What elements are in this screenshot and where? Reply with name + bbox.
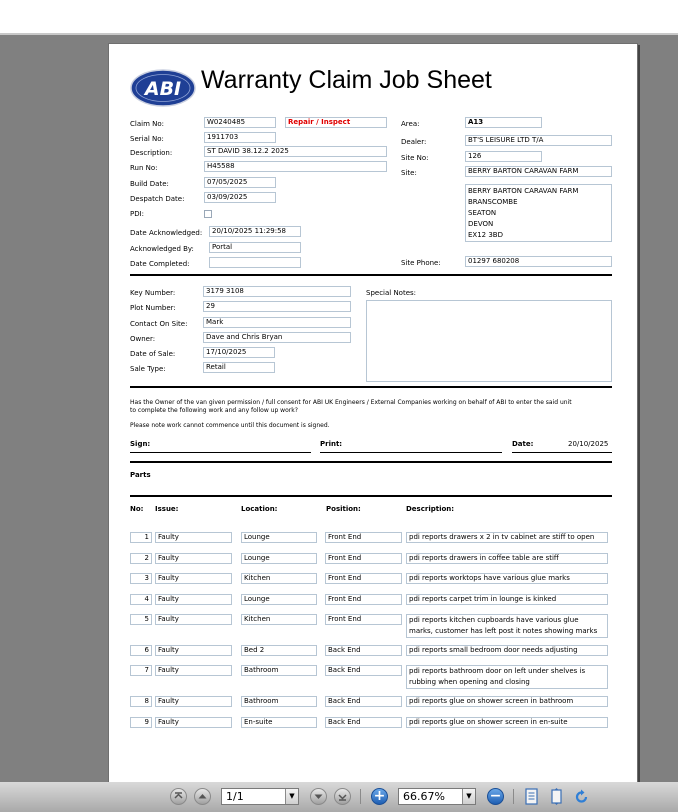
address-line: BRANSCOMBE — [468, 198, 518, 206]
part-no: 1 — [130, 532, 152, 543]
part-description: pdi reports worktops have various glue marks — [406, 573, 608, 584]
last-page-icon — [335, 789, 350, 804]
part-issue: Faulty — [155, 573, 232, 584]
parts-heading: Parts — [130, 471, 151, 479]
date-completed-label: Date Completed: — [130, 260, 190, 268]
col-header-issue: Issue: — [155, 505, 179, 513]
run-no-field: H45588 — [204, 161, 387, 172]
area-field: A13 — [465, 117, 542, 128]
site-field: BERRY BARTON CARAVAN FARM — [465, 166, 612, 177]
claim-type-field: Repair / Inspect — [285, 117, 387, 128]
pdi-checkbox — [204, 210, 212, 218]
despatch-date-label: Despatch Date: — [130, 195, 185, 203]
build-date-label: Build Date: — [130, 180, 169, 188]
consent-text-line2: to complete the following work and any follow up work? — [130, 407, 298, 414]
despatch-date-field: 03/09/2025 — [204, 192, 276, 203]
first-page-button[interactable] — [170, 788, 187, 805]
contact-on-site-field: Mark — [203, 317, 351, 328]
part-issue: Faulty — [155, 665, 232, 676]
col-header-location: Location: — [241, 505, 278, 513]
key-number-field: 3179 3108 — [203, 286, 351, 297]
part-no: 7 — [130, 665, 152, 676]
zoom-out-icon: − — [489, 788, 502, 804]
zoom-in-icon: + — [373, 788, 386, 804]
part-description-line: pdi reports kitchen cupboards have various glue — [409, 616, 579, 624]
part-position: Front End — [325, 532, 402, 543]
section-divider — [130, 386, 612, 388]
previous-page-icon — [195, 789, 210, 804]
sale-type-field: Retail — [203, 362, 275, 373]
address-line: DEVON — [468, 220, 494, 228]
toolbar-separator — [360, 789, 361, 804]
part-no: 4 — [130, 594, 152, 605]
pdi-label: PDI: — [130, 210, 145, 218]
part-description-line: rubbing when opening and closing — [409, 678, 530, 686]
address-line: BERRY BARTON CARAVAN FARM — [468, 187, 579, 195]
document-page — [108, 43, 638, 790]
fit-page-icon[interactable] — [549, 788, 564, 805]
site-no-field: 126 — [465, 151, 542, 162]
col-header-no: No: — [130, 505, 144, 513]
owner-label: Owner: — [130, 335, 156, 343]
part-description: pdi reports glue on shower screen in en-suite — [406, 717, 608, 728]
part-location: Bathroom — [241, 665, 317, 676]
part-position: Back End — [325, 696, 402, 707]
col-header-description: Description: — [406, 505, 455, 513]
site-phone-field: 01297 680208 — [465, 256, 612, 267]
part-location: Kitchen — [241, 614, 317, 625]
part-description: pdi reports carpet trim in lounge is kinked — [406, 594, 608, 605]
address-box — [465, 184, 612, 242]
date-label: Date: — [512, 440, 534, 448]
serial-no-label: Serial No: — [130, 135, 164, 143]
plot-number-field: 29 — [203, 301, 351, 312]
section-divider — [130, 461, 612, 463]
part-description-line: marks, customer has left post it notes showing marks — [409, 627, 598, 635]
print-line — [320, 452, 502, 453]
acknowledged-by-label: Acknowledged By: — [130, 245, 194, 253]
part-issue: Faulty — [155, 696, 232, 707]
zoom-in-button[interactable] — [371, 788, 388, 805]
date-of-sale-label: Date of Sale: — [130, 350, 176, 358]
viewer-top-divider — [0, 33, 678, 35]
part-description-line: pdi reports bathroom door on left under shelves is — [409, 667, 586, 675]
plot-number-label: Plot Number: — [130, 304, 176, 312]
part-location: En-suite — [241, 717, 317, 728]
part-location: Kitchen — [241, 573, 317, 584]
address-line: EX12 3BD — [468, 231, 503, 239]
area-label: Area: — [401, 120, 420, 128]
part-location: Lounge — [241, 594, 317, 605]
part-position: Front End — [325, 553, 402, 564]
zoom-select[interactable] — [398, 788, 476, 805]
next-page-icon — [311, 789, 326, 804]
col-header-position: Position: — [326, 505, 361, 513]
chevron-down-icon: ▼ — [462, 789, 475, 804]
part-description: pdi reports drawers x 2 in tv cabinet are stiff to open — [406, 532, 608, 543]
part-position: Back End — [325, 665, 402, 676]
date-acknowledged-field: 20/10/2025 11:29:58 — [209, 226, 301, 237]
zoom-out-button[interactable] — [487, 788, 504, 805]
zoom-select-value: 66.67% — [403, 790, 445, 803]
part-no: 8 — [130, 696, 152, 707]
run-no-label: Run No: — [130, 164, 158, 172]
claim-no-field: W0240485 — [204, 117, 276, 128]
part-position: Front End — [325, 594, 402, 605]
part-location: Lounge — [241, 532, 317, 543]
section-divider — [130, 495, 612, 497]
part-description — [406, 665, 608, 689]
sign-label: Sign: — [130, 440, 151, 448]
sale-type-label: Sale Type: — [130, 365, 166, 373]
logo-text: ABI — [144, 78, 182, 100]
part-description: pdi reports small bedroom door needs adjusting — [406, 645, 608, 656]
date-value: 20/10/2025 — [568, 440, 609, 448]
claim-no-label: Claim No: — [130, 120, 164, 128]
part-issue: Faulty — [155, 645, 232, 656]
serial-no-field: 1911703 — [204, 132, 276, 143]
next-page-button[interactable] — [310, 788, 327, 805]
site-phone-label: Site Phone: — [401, 259, 441, 267]
description-label: Description: — [130, 149, 173, 157]
part-description — [406, 614, 608, 638]
part-no: 9 — [130, 717, 152, 728]
date-acknowledged-label: Date Acknowledged: — [130, 229, 203, 237]
acknowledged-by-field: Portal — [209, 242, 301, 253]
part-description: pdi reports glue on shower screen in bathroom — [406, 696, 608, 707]
date-of-sale-field: 17/10/2025 — [203, 347, 275, 358]
description-field: ST DAVID 38.12.2 2025 — [204, 146, 387, 157]
special-notes-box — [366, 300, 612, 382]
part-location: Bathroom — [241, 696, 317, 707]
part-issue: Faulty — [155, 532, 232, 543]
date-line — [512, 452, 612, 453]
part-issue: Faulty — [155, 614, 232, 625]
part-position: Front End — [325, 614, 402, 625]
last-page-button[interactable] — [334, 788, 351, 805]
part-position: Back End — [325, 645, 402, 656]
viewer-toolbar — [0, 782, 678, 812]
part-issue: Faulty — [155, 553, 232, 564]
print-label: Print: — [320, 440, 343, 448]
page-select-value: 1/1 — [226, 790, 244, 803]
sign-line — [130, 452, 311, 453]
owner-field: Dave and Chris Bryan — [203, 332, 351, 343]
consent-note: Please note work cannot commence until this document is signed. — [130, 422, 330, 429]
viewer-top-bar — [0, 0, 678, 33]
part-location: Bed 2 — [241, 645, 317, 656]
part-issue: Faulty — [155, 717, 232, 728]
key-number-label: Key Number: — [130, 289, 176, 297]
part-no: 5 — [130, 614, 152, 625]
part-no: 3 — [130, 573, 152, 584]
site-no-label: Site No: — [401, 154, 429, 162]
part-position: Back End — [325, 717, 402, 728]
abi-logo — [130, 68, 196, 108]
previous-page-button[interactable] — [194, 788, 211, 805]
page-select[interactable] — [221, 788, 299, 805]
dealer-label: Dealer: — [401, 138, 427, 146]
dealer-field: BT'S LEISURE LTD T/A — [465, 135, 612, 146]
toolbar-separator — [513, 789, 514, 804]
chevron-down-icon: ▼ — [285, 789, 298, 804]
part-no: 2 — [130, 553, 152, 564]
special-notes-label: Special Notes: — [366, 289, 417, 297]
site-label: Site: — [401, 169, 417, 177]
build-date-field: 07/05/2025 — [204, 177, 276, 188]
part-location: Lounge — [241, 553, 317, 564]
document-title: Warranty Claim Job Sheet — [201, 66, 492, 94]
part-no: 6 — [130, 645, 152, 656]
first-page-icon — [171, 789, 186, 804]
date-completed-field — [209, 257, 301, 268]
rotate-icon[interactable] — [574, 788, 589, 805]
section-divider — [130, 274, 612, 276]
part-description: pdi reports drawers in coffee table are stiff — [406, 553, 608, 564]
consent-text-line1: Has the Owner of the van given permission / full consent for ABI UK Engineers / External Companies working on behalf of ABI to enter the said unit — [130, 399, 572, 406]
contact-on-site-label: Contact On Site: — [130, 320, 188, 328]
address-line: SEATON — [468, 209, 497, 217]
part-issue: Faulty — [155, 594, 232, 605]
single-page-icon[interactable] — [524, 788, 539, 805]
part-position: Front End — [325, 573, 402, 584]
